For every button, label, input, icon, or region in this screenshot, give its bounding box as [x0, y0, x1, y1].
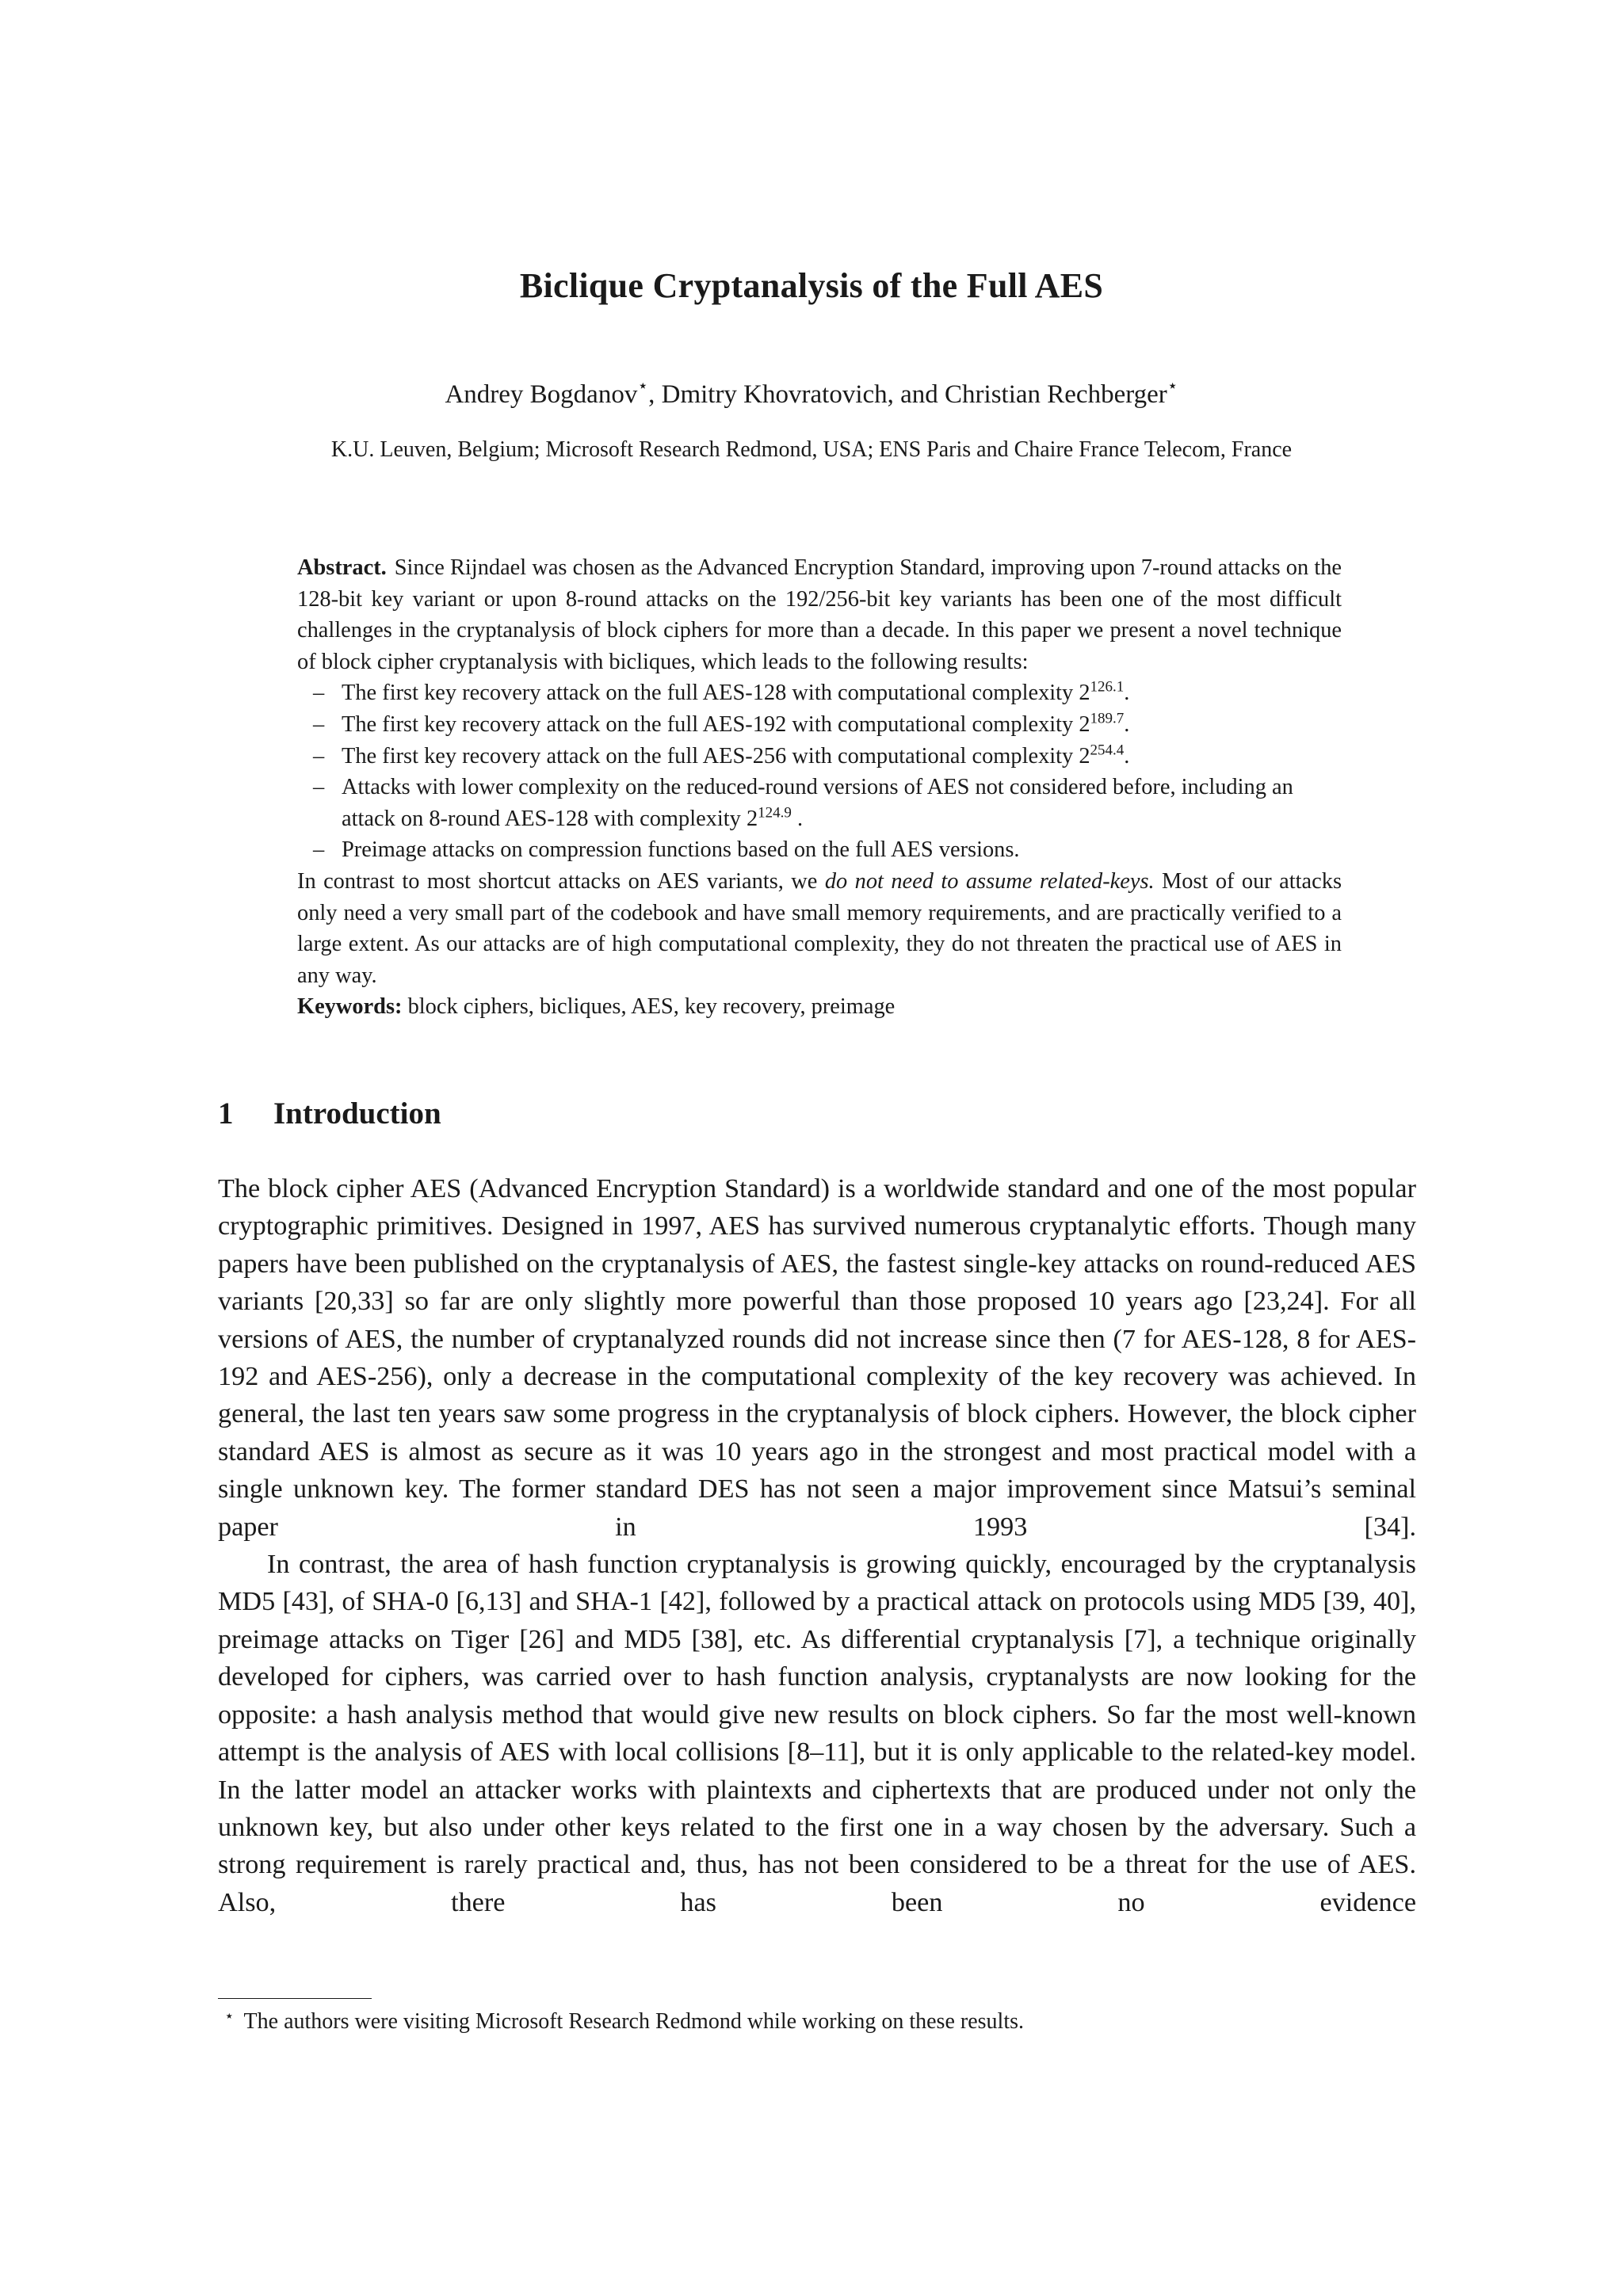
paragraph: The block cipher AES (Advanced Encryption Standard) is a worldwide standard and one of the most popular cryptographic primitives. Designed in 1997, AES has survived numerous cryptanalytic efforts. Though many papers have been published on the cryptanalysis of AES, the fastest single-key attacks on round-reduced AES variants [20,33] so far are only slightly more powerful than those proposed 10 years ago [23,24]. For all versions of AES, the number of cryptanalyzed rounds did not increase since then (7 for AES-128, 8 for AES-192 and AES-256), only a decrease in the computational complexity of the key recovery was achieved. In general, the last ten years saw some progress in the cryptanalysis of block ciphers. However, the block cipher standard AES is almost as secure as it was 10 years ago in the strongest and most practical model with a single unknown key. The former standard DES has not seen a major improvement since Matsui’s seminal paper in 1993 [34]. [218, 1174, 1416, 1542]
bullet-tail: . [1124, 681, 1130, 706]
dash-bullet: – [313, 775, 325, 800]
paragraph: In contrast, the area of hash function cryptanalysis is growing quickly, encouraged by the cryptanalysis MD5 [43], of SHA-0 [6,13] and SHA-1 [42], followed by a practical attack on protocols using MD5 [39, 40], preimage attacks on Tiger [26] and MD5 [38], etc. As differential cryptanalysis [7], a technique originally developed for ciphers, was carried over to hash function analysis, cryptanalysts are now looking for the opposite: a hash analysis method that would give new results on block ciphers. So far the most well-known attempt is the analysis of AES with local collisions [8–11], but it is only applicable to the related-key model. In the latter model an attacker works with plaintexts and ciphertexts that are produced under not only the unknown key, but also under other keys related to the first one in a way chosen by the adversary. Such a strong requirement is rarely practical and, thus, has not been considered to be a threat for the use of AES. Also, there has been no evidence [218, 1550, 1416, 1917]
dash-bullet: – [313, 711, 325, 737]
bullet-text: Attacks with lower complexity on the reduced-round versions of AES not considered before, including an attack on 8-round AES-128 with complexity 2 [342, 775, 1293, 831]
keywords-label: Keywords: [297, 994, 403, 1020]
abstract-block [297, 552, 1342, 1023]
section-number: 1 [218, 1097, 234, 1131]
abstract-label: Abstract. [297, 555, 387, 580]
complexity-exponent: 189.7 [1090, 710, 1125, 727]
abstract-contrast [297, 866, 1342, 991]
bullet-text: The first key recovery attack on the full AES-128 with computational complexity 2 [342, 681, 1090, 706]
footnote-rule [218, 1998, 372, 1999]
contrast-text-rest: Most of our attacks only need a very small part of the codebook and have small memory requirements, and are practically verified to a large extent. As our attacks are of high computational complexity, they do not threaten the practical use of AES in any way. [297, 868, 1342, 988]
contrast-text: In contrast to most shortcut attacks on AES variants, we [297, 868, 825, 894]
complexity-exponent: 124.9 [758, 804, 792, 822]
author-names-a: Andrey Bogdanov [445, 380, 638, 409]
author-list [0, 377, 1623, 410]
results-list [297, 677, 1342, 866]
keywords-line [297, 991, 1342, 1023]
emphasis-text: do not need to assume related-keys. [824, 868, 1155, 894]
footnote-text: The authors were visiting Microsoft Research Redmond while working on these results. [243, 2009, 1024, 2034]
bullet-text: The first key recovery attack on the full AES-256 with computational complexity 2 [342, 743, 1090, 769]
dash-bullet: – [313, 681, 325, 706]
dash-bullet: – [313, 743, 325, 769]
results-list-item [297, 834, 1342, 866]
keywords-text: block ciphers, bicliques, AES, key recovery, preimage [407, 994, 896, 1020]
dash-bullet: – [313, 837, 325, 863]
bullet-tail: . [1124, 711, 1130, 737]
paper-title: Biclique Cryptanalysis of the Full AES [519, 266, 1104, 305]
results-list-item [297, 677, 1342, 709]
author-footnote-mark: ⋆ [637, 376, 649, 395]
section-heading [218, 1096, 441, 1131]
results-list-item [297, 709, 1342, 741]
bullet-text: Preimage attacks on compression functions based on the full AES versions. [342, 837, 1020, 863]
complexity-exponent: 254.4 [1090, 742, 1125, 759]
bullet-tail: . [791, 806, 804, 831]
bullet-tail: . [1124, 743, 1130, 769]
footnote [224, 2009, 1024, 2035]
bullet-text: The first key recovery attack on the full AES-192 with computational complexity 2 [342, 711, 1090, 737]
results-list-item [297, 741, 1342, 772]
results-list-item [297, 772, 1342, 834]
abstract-intro [297, 552, 1342, 677]
abstract-intro-text: Since Rijndael was chosen as the Advanced Encryption Standard, improving upon 7-round attacks on the 128-bit key variant or upon 8-round attacks on the 192/256-bit key variants has been one of the most difficult challenges in the cryptanalysis of block ciphers for more than a decade. In this paper we present a novel technique of block cipher cryptanalysis with bicliques, which leads to the following results: [297, 555, 1342, 674]
body-text [218, 1170, 1416, 1921]
affiliation: K.U. Leuven, Belgium; Microsoft Research Redmond, USA; ENS Paris and Chaire France Telecom, France [330, 437, 1293, 462]
complexity-exponent: 126.1 [1090, 678, 1125, 696]
footnote-mark: ⋆ [224, 2008, 235, 2025]
author-names-b: , Dmitry Khovratovich, and Christian Rechberger [648, 380, 1167, 409]
author-footnote-mark: ⋆ [1167, 376, 1178, 395]
section-title: Introduction [273, 1097, 441, 1131]
